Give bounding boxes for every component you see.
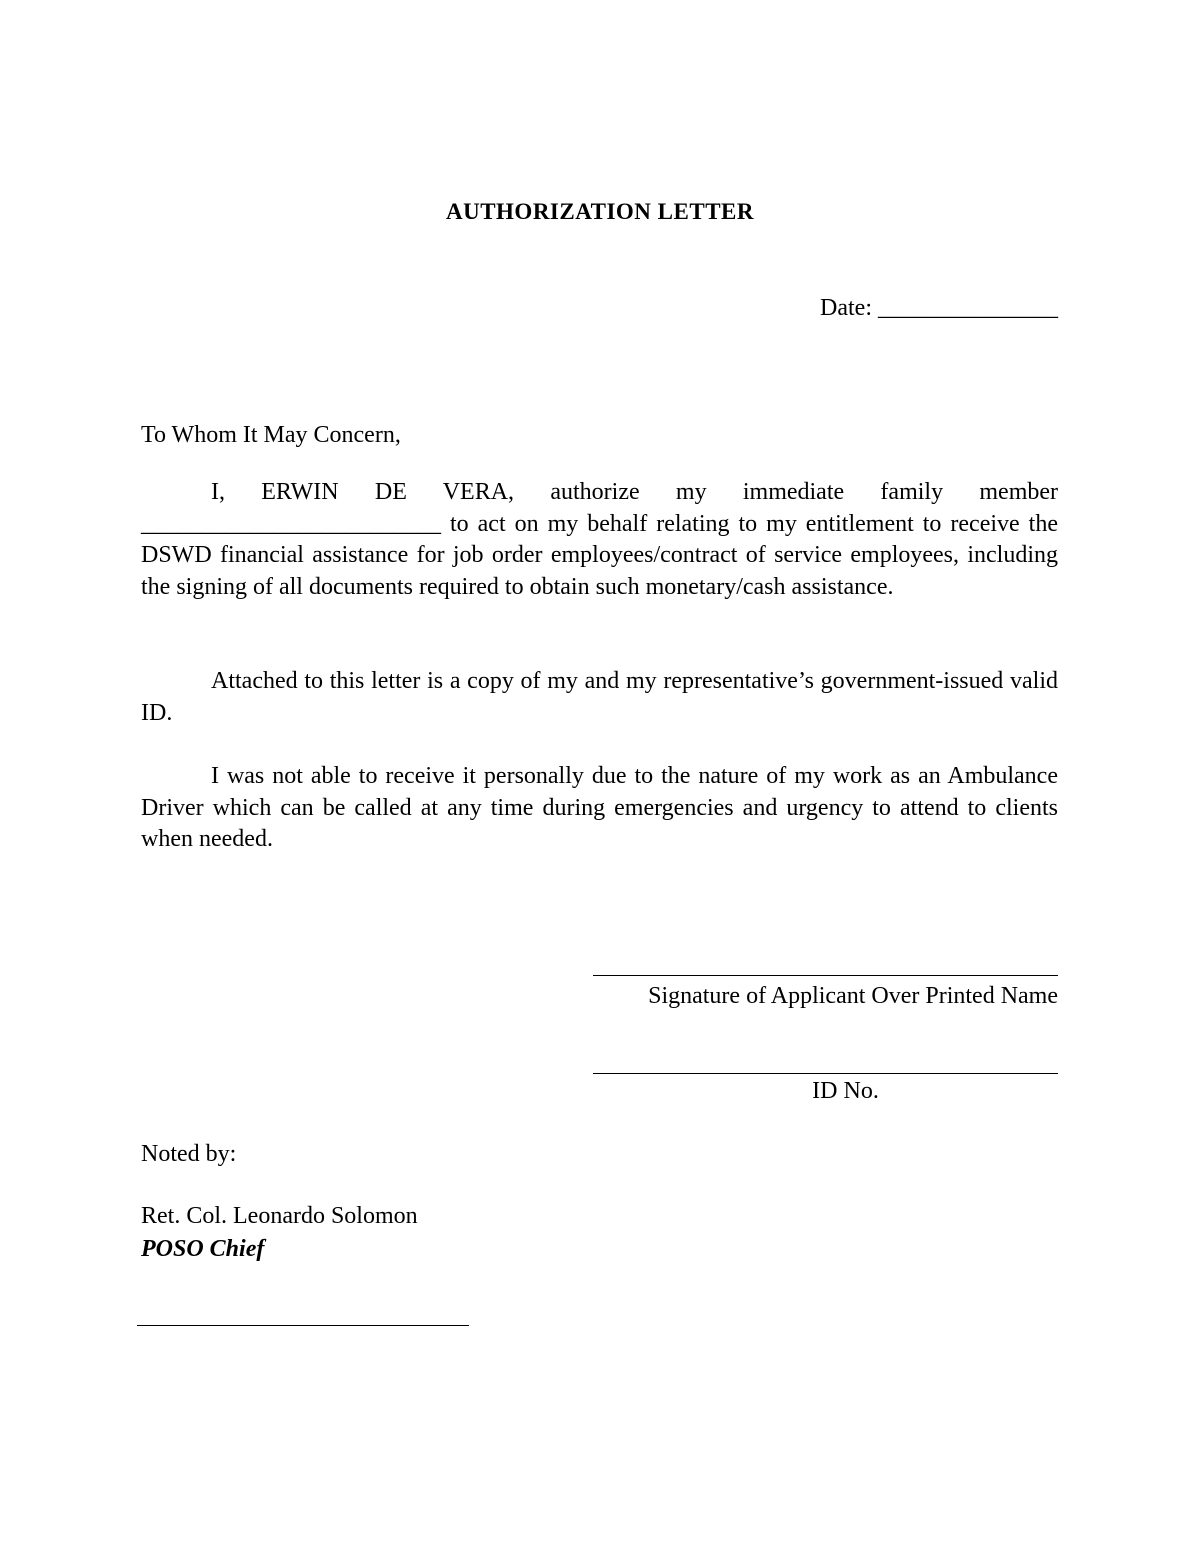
noted-by-label: Noted by: — [141, 1141, 237, 1167]
letter-title: AUTHORIZATION LETTER — [445, 199, 754, 224]
paragraph-attachment-text: Attached to this letter is a copy of my and my representative’s government-issued valid ID. — [141, 668, 1058, 726]
noted-signature-line — [137, 1325, 469, 1326]
noted-by-position: POSO Chief — [141, 1236, 265, 1262]
paragraph-attachment — [141, 666, 1058, 729]
applicant-signature-line — [593, 975, 1058, 976]
paragraph-authorization-text: I, ERWIN DE VERA, authorize my immediate family member _________________________ to act on my behalf relating to my entitlement to receive the DSWD financial assistance for job order employees/contract of service employees, including the signing of all documents required to obtain such monetary/cash assistance. — [141, 479, 1058, 600]
id-number-label: ID No. — [812, 1078, 879, 1104]
salutation: To Whom It May Concern, — [141, 422, 401, 448]
paragraph-reason — [141, 761, 1058, 856]
id-number-line — [593, 1073, 1058, 1074]
paragraph-authorization — [141, 477, 1058, 603]
date-field: Date: _______________ — [820, 295, 1058, 321]
paragraph-reason-text: I was not able to receive it personally due to the nature of my work as an Ambulance Driver which can be called at any time during emergencies and urgency to attend to clients when needed. — [141, 763, 1058, 852]
noted-by-name: Ret. Col. Leonardo Solomon — [141, 1203, 418, 1229]
applicant-signature-label: Signature of Applicant Over Printed Name — [648, 983, 1058, 1009]
